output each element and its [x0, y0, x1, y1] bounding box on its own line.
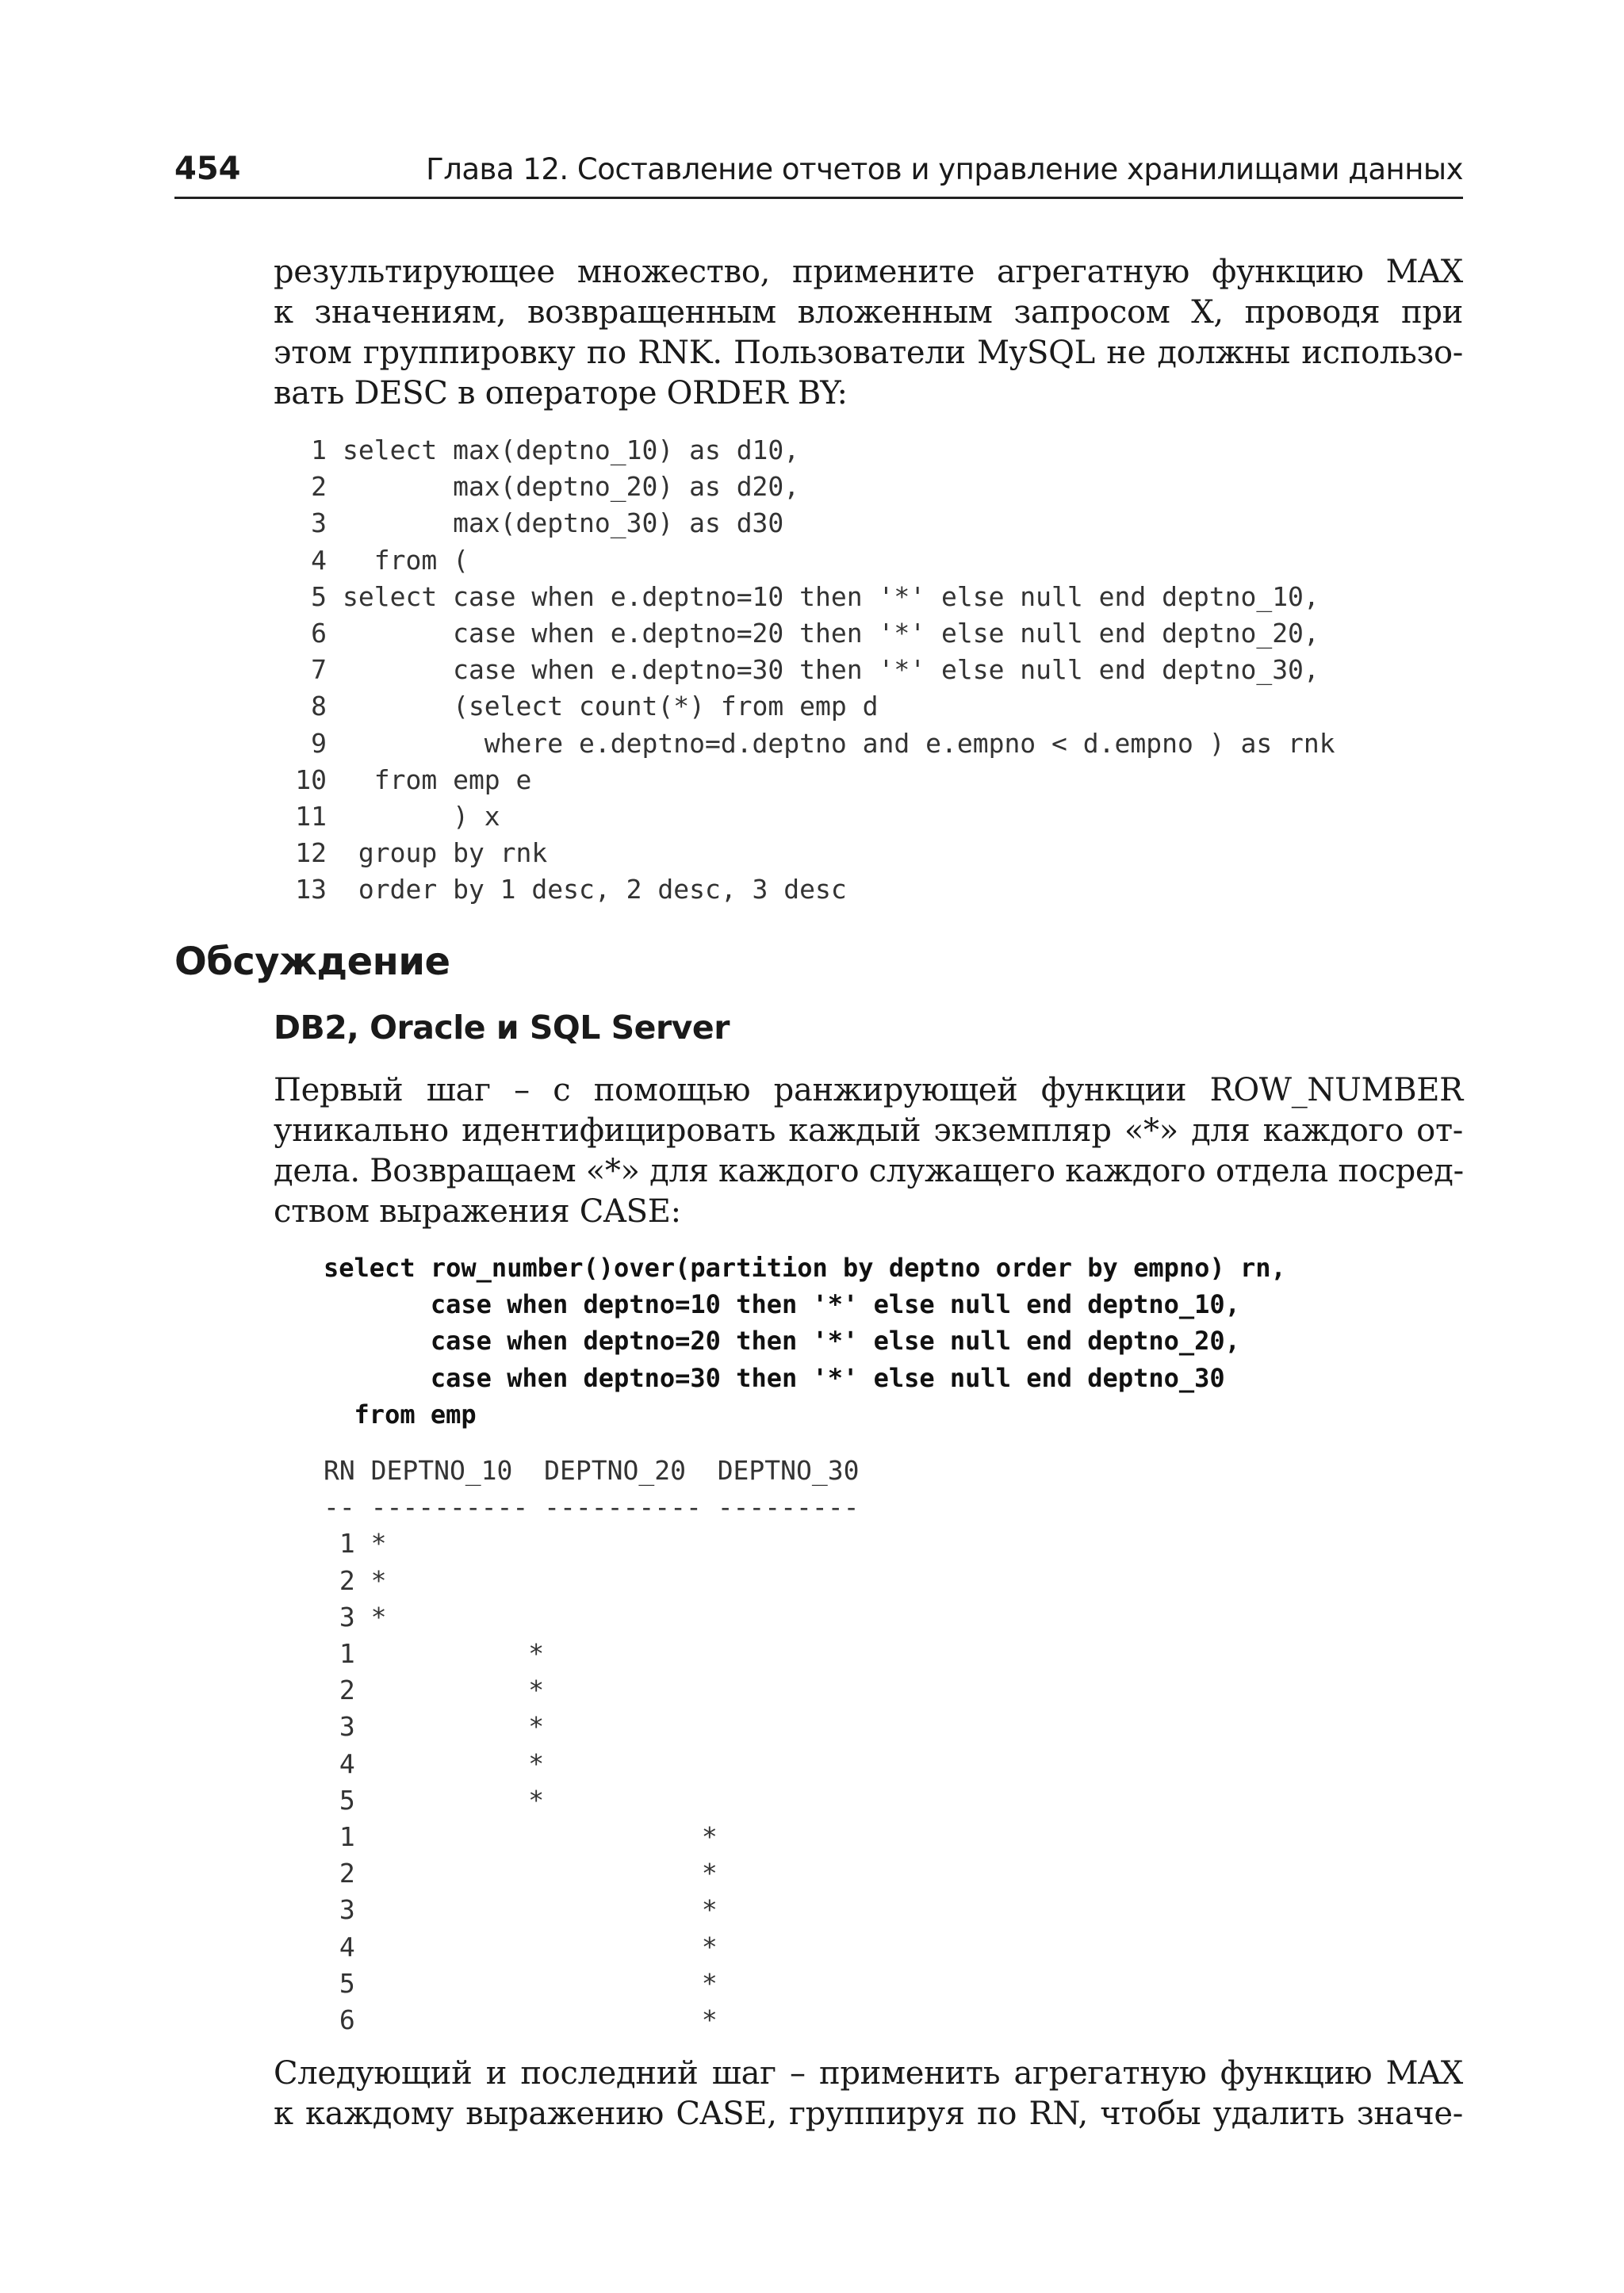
page-number: 454 [174, 151, 241, 187]
line-number: 5 [311, 580, 327, 612]
table-row: 1 * [324, 1528, 387, 1560]
line-number: 11 [295, 801, 327, 833]
code-text: case when e.deptno=20 then '*' else null end deptno_20, [343, 618, 1320, 649]
code-line [252, 871, 1335, 908]
code-text: from ( [343, 544, 469, 576]
code-line [252, 615, 1335, 652]
table-row: 3 * [324, 1711, 545, 1743]
text-line: Первый шаг – с помощью ранжирующей функции ROW_NUMBER [274, 1072, 1463, 1108]
text-line: вать DESC в операторе ORDER BY: [274, 375, 848, 412]
code-text: (select count(*) from emp d [343, 691, 879, 722]
code-line [252, 542, 1335, 579]
code-line [252, 835, 1335, 871]
code-line [252, 505, 1335, 542]
text-line: ством выражения CASE: [274, 1193, 681, 1230]
line-number: 9 [311, 727, 327, 759]
code-text: case when e.deptno=30 then '*' else null end deptno_30, [343, 654, 1320, 686]
code-line: select row_number()over(partition by deptno order by empno) rn, [324, 1253, 1286, 1283]
code-line: from emp [324, 1399, 477, 1430]
line-number: 2 [311, 471, 327, 503]
code-line: case when deptno=30 then '*' else null end deptno_30 [324, 1362, 1225, 1393]
table-row: 6 * [324, 2004, 718, 2036]
table-row: 3 * [324, 1894, 718, 1926]
line-number: 10 [295, 764, 327, 795]
code-text: group by rnk [343, 837, 548, 869]
query-result-table [324, 1453, 860, 2038]
page-header [174, 144, 1463, 199]
line-number: 4 [311, 544, 327, 576]
sql-listing-row-number [324, 1250, 1286, 1433]
table-row: 1 * [324, 1638, 545, 1670]
line-number: 13 [295, 874, 327, 905]
text-line: этом группировку по RNK. Пользователи MySQL не должны использо- [274, 335, 1463, 371]
table-row: 4 * [324, 1931, 718, 1962]
table-row: 2 * [324, 1675, 545, 1706]
table-row: 1 * [324, 1821, 718, 1853]
table-row: 3 * [324, 1601, 387, 1633]
code-line [252, 798, 1335, 835]
paragraph-first-step [274, 1070, 1463, 1232]
table-header-row: RN DEPTNO_10 DEPTNO_20 DEPTNO_30 [324, 1455, 860, 1486]
code-text: max(deptno_20) as d20, [343, 471, 800, 503]
paragraph-intro [274, 252, 1463, 414]
code-line [252, 432, 1335, 469]
code-text: max(deptno_30) as d30 [343, 507, 784, 539]
code-line [252, 688, 1335, 725]
code-line [252, 725, 1335, 762]
line-number: 1 [311, 434, 327, 465]
code-line: case when deptno=10 then '*' else null end deptno_10, [324, 1289, 1240, 1320]
line-number: 7 [311, 654, 327, 686]
line-number: 3 [311, 507, 327, 539]
code-text: select max(deptno_10) as d10, [343, 434, 800, 465]
sql-listing-numbered [252, 432, 1335, 909]
table-row: 2 * [324, 1564, 387, 1596]
table-row: 5 * [324, 1784, 545, 1816]
code-line [252, 579, 1335, 615]
subsection-heading: DB2, Oracle и SQL Server [274, 1009, 730, 1047]
code-line [252, 652, 1335, 688]
section-heading: Обсуждение [174, 940, 450, 984]
table-header-row: -- ---------- ---------- --------- [324, 1491, 860, 1523]
code-text: from emp e [343, 764, 532, 795]
code-text: ) x [343, 801, 500, 833]
text-line: дела. Возвращаем «*» для каждого служащего каждого отдела посред- [274, 1153, 1464, 1189]
code-text: order by 1 desc, 2 desc, 3 desc [343, 874, 847, 905]
table-row: 4 * [324, 1748, 545, 1779]
text-line: к значениям, возвращенным вложенным запросом X, проводя при [274, 294, 1463, 331]
code-line [252, 469, 1335, 505]
code-text: where e.deptno=d.deptno and e.empno < d.empno ) as rnk [343, 727, 1335, 759]
paragraph-last-step [274, 2054, 1463, 2134]
code-line [252, 762, 1335, 798]
code-text: select case when e.deptno=10 then '*' else null end deptno_10, [343, 580, 1320, 612]
table-row: 5 * [324, 1967, 718, 1999]
running-head: Глава 12. Составление отчетов и управление хранилищами данных [426, 152, 1463, 186]
line-number: 8 [311, 691, 327, 722]
line-number: 6 [311, 618, 327, 649]
line-number: 12 [295, 837, 327, 869]
text-line: результирующее множество, примените агрегатную функцию MAX [274, 254, 1463, 290]
text-line: к каждому выражению CASE, группируя по RN, чтобы удалить значе- [274, 2096, 1463, 2132]
table-row: 2 * [324, 1858, 718, 1889]
code-line: case when deptno=20 then '*' else null end deptno_20, [324, 1326, 1240, 1357]
text-line: Следующий и последний шаг – применить агрегатную функцию MAX [274, 2055, 1463, 2092]
text-line: уникально идентифицировать каждый экземпляр «*» для каждого от- [274, 1112, 1463, 1149]
